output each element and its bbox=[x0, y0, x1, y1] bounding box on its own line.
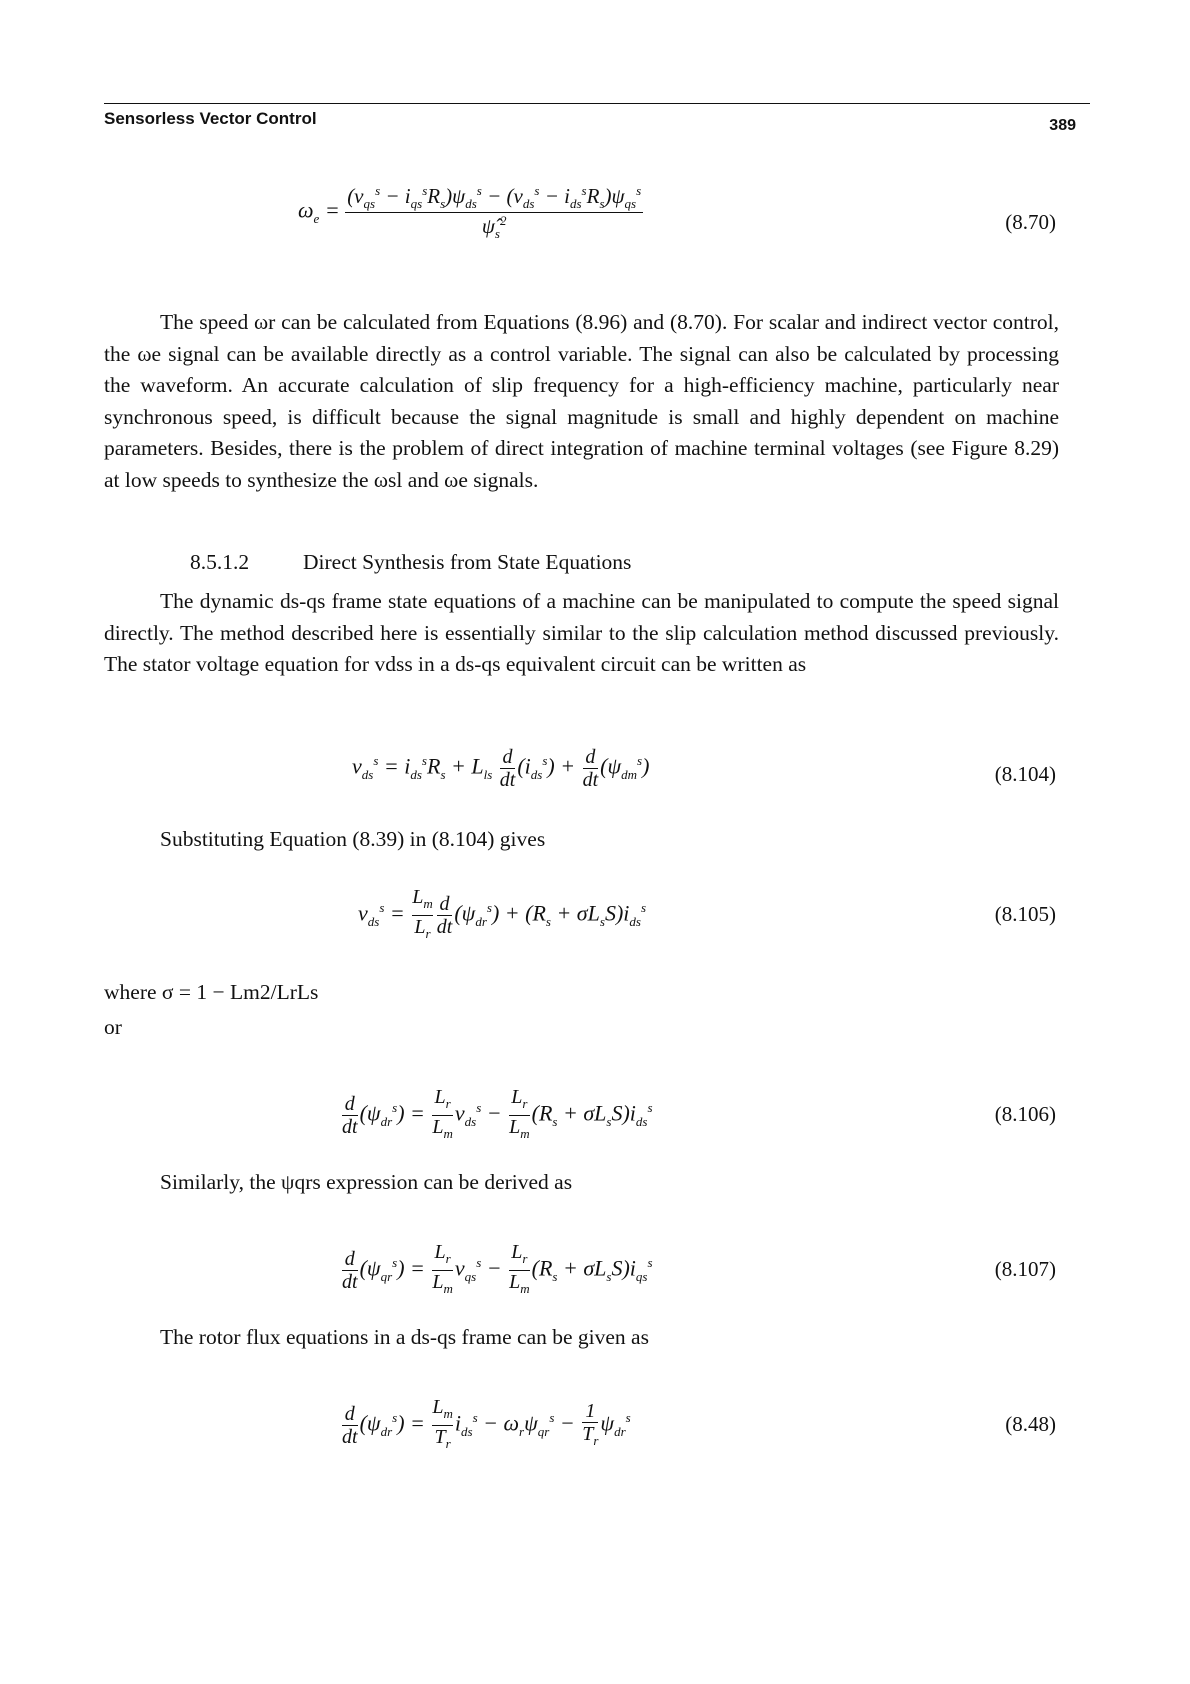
equation-number: (8.107) bbox=[994, 1257, 1056, 1281]
equation-8-104: $v_{ds}^s = i_{ds}^sR_s + L_{ls}$ $\frac{d}{dt}$ $(i_{ds}^s)$ + $\frac{d}{dt}$ $(\psi_{dm}^s)$ (8.104) bbox=[352, 746, 1056, 791]
equation-number: (8.104) bbox=[994, 762, 1056, 786]
section-title: Direct Synthesis from State Equations bbox=[303, 550, 632, 574]
text-rotor-flux: The rotor flux equations in a ds-qs frame can be given as bbox=[160, 1325, 649, 1349]
header-rule bbox=[104, 103, 1090, 104]
equation-8-70: $\omega_e$ = $\frac{(v_{qs}^s - i_{qs}^sR_s)\psi_{ds}^s - (v_{ds}^s - i_{ds}^sR_s)\psi_{qs}^s}{\psî_s^2}$ (8.70) bbox=[298, 183, 1056, 242]
section-number: 8.5.1.2 bbox=[190, 550, 250, 574]
equation-8-105: $v_{ds}^s$ = $\frac{L_m}{L_r}$ $\frac{d}{dt}$ $(\psi_{dr}^s) + (R_s + \sigma L_sS)i_{ds}^s$ (8.105) bbox=[358, 886, 1056, 941]
text-or: or bbox=[104, 1015, 122, 1039]
equation-number: (8.105) bbox=[994, 902, 1056, 926]
text-substituting: Substituting Equation (8.39) in (8.104) gives bbox=[160, 827, 546, 851]
text-where: where σ = 1 − Lm2/LrLs bbox=[104, 980, 319, 1004]
equation-number: (8.48) bbox=[1005, 1412, 1056, 1436]
text-similarly: Similarly, the ψqrs expression can be derived as bbox=[160, 1170, 573, 1194]
equation-8-48: $\frac{d}{dt}$ $(\psi_{dr}^s)$ = $\frac{L_m}{T_r}$ $i_{ds}^s - \omega_r\psi_{qr}^s$ − $\frac{1}{T_r}$ $\psi_{dr}^s$ (8.48) bbox=[342, 1396, 1056, 1451]
equation-8-106: $\frac{d}{dt}$ $(\psi_{dr}^s)$ = $\frac{L_r}{L_m}$ $v_{ds}^s$ − $\frac{L_r}{L_m}$ $(R_s + \sigma L_sS)i_{ds}^s$ (8.106) bbox=[342, 1086, 1056, 1141]
running-title: Sensorless Vector Control bbox=[104, 109, 317, 128]
paragraph-dynamic: The dynamic ds-qs frame state equations of a machine can be manipulated to compute the speed signal directly. The method described here is essentially similar to the slip calculation method discussed previously. The stator voltage equation for vdss in a ds-qs equivalent circuit can be written as bbox=[104, 589, 1059, 676]
equation-number: (8.106) bbox=[994, 1102, 1056, 1126]
equation-number: (8.70) bbox=[1005, 210, 1056, 234]
equation-8-107: $\frac{d}{dt}$ $(\psi_{qr}^s)$ = $\frac{L_r}{L_m}$ $v_{qs}^s$ − $\frac{L_r}{L_m}$ $(R_s + \sigma L_sS)i_{qs}^s$ (8.107) bbox=[342, 1241, 1056, 1296]
page-number: 389 bbox=[1049, 117, 1076, 134]
paragraph-speed: The speed ωr can be calculated from Equations (8.96) and (8.70). For scalar and indirect vector control, the ωe signal can be available directly as a control variable. The signal can also be calculated by processing the waveform. An accurate calculation of slip frequency for a high-efficiency machine, particularly near synchronous speed, is difficult because the signal magnitude is small and highly dependent on machine parameters. Besides, there is the problem of direct integration of machine terminal voltages (see Figure 8.29) at low speeds to synthesize the ωsl and ωe signals. bbox=[104, 310, 1059, 492]
